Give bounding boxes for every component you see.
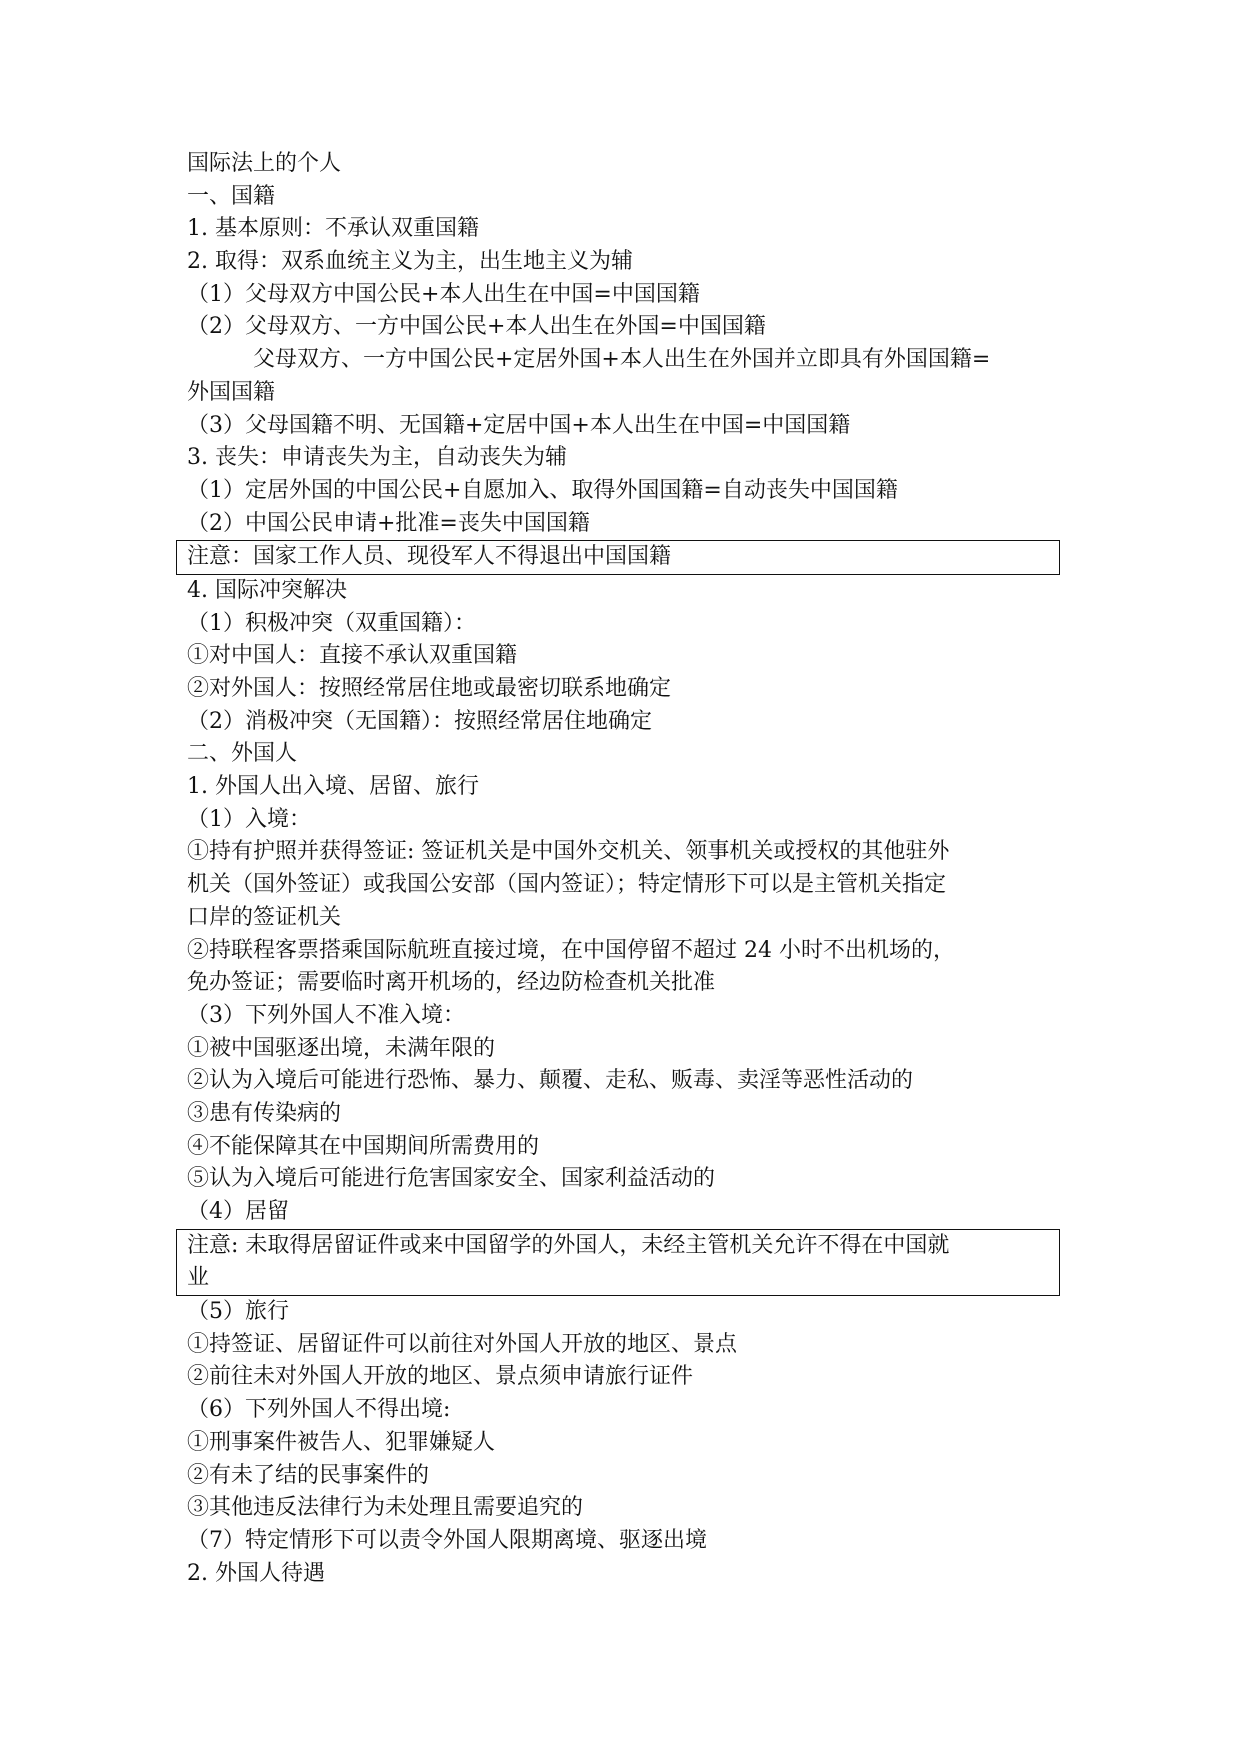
text-line: （3）下列外国人不准入境： <box>187 1002 465 1028</box>
text-line: 3. 丧失：申请丧失为主，自动丧失为辅 <box>187 445 567 471</box>
text-line: ②认为入境后可能进行恐怖、暴力、颠覆、走私、贩毒、卖淫等恶性活动的 <box>187 1068 914 1094</box>
text-line: （1）父母双方中国公民+本人出生在中国=中国国籍 <box>187 281 700 307</box>
text-line: 外国国籍 <box>187 379 276 405</box>
text-line: ①持签证、居留证件可以前往对外国人开放的地区、景点 <box>187 1331 738 1357</box>
note-box <box>176 1229 1060 1296</box>
text-line: （1）定居外国的中国公民+自愿加入、取得外国国籍=自动丧失中国国籍 <box>187 477 898 503</box>
section-heading-foreigners: 二、外国人 <box>187 741 298 767</box>
text-line: 4. 国际冲突解决 <box>187 577 347 603</box>
text-line: ①刑事案件被告人、犯罪嫌疑人 <box>187 1429 496 1455</box>
text-line: ④不能保障其在中国期间所需费用的 <box>187 1133 540 1159</box>
note-text: 业 <box>187 1265 210 1291</box>
text-line: 1. 外国人出入境、居留、旅行 <box>187 774 479 800</box>
text-line: ①被中国驱逐出境，未满年限的 <box>187 1035 496 1061</box>
text-line: ②对外国人：按照经常居住地或最密切联系地确定 <box>187 676 672 701</box>
text-line: ②有未了结的民事案件的 <box>187 1462 430 1488</box>
text-line: 2. 取得：双系血统主义为主，出生地主义为辅 <box>187 249 633 275</box>
text-line: （7）特定情形下可以责令外国人限期离境、驱逐出境 <box>187 1527 707 1553</box>
note-text: 注意: 未取得居留证件或来中国留学的外国人，未经主管机关允许不得在中国就 <box>187 1232 950 1258</box>
text-line: （2）中国公民申请+批准=丧失中国国籍 <box>187 510 590 536</box>
text-line: （2）消极冲突（无国籍）：按照经常居住地确定 <box>187 708 652 734</box>
document-body <box>187 148 1067 1590</box>
text-line: ②前往未对外国人开放的地区、景点须申请旅行证件 <box>187 1364 694 1390</box>
text-line: （2）父母双方、一方中国公民+本人出生在外国=中国国籍 <box>187 314 766 340</box>
text-line: 免办签证；需要临时离开机场的，经边防检查机关批准 <box>187 970 716 996</box>
text-line: （1）入境： <box>187 806 311 832</box>
text-line: 口岸的签证机关 <box>187 904 342 930</box>
text-line: （3）父母国籍不明、无国籍+定居中国+本人出生在中国=中国国籍 <box>187 412 851 438</box>
text-line: ①对中国人：直接不承认双重国籍 <box>187 643 518 669</box>
text-line: ③患有传染病的 <box>187 1100 342 1126</box>
text-line: （5）旅行 <box>187 1299 289 1325</box>
text-line: （6）下列外国人不得出境: <box>187 1397 451 1423</box>
text-line: ③其他违反法律行为未处理且需要追究的 <box>187 1495 584 1521</box>
text-line: 1. 基本原则：不承认双重国籍 <box>187 216 479 242</box>
note-box <box>176 540 1060 575</box>
text-line: （1）积极冲突（双重国籍）： <box>187 610 476 636</box>
text-line: （4）居留 <box>187 1199 289 1224</box>
text-line: ①持有护照并获得签证: 签证机关是中国外交机关、领事机关或授权的其他驻外 <box>187 839 950 865</box>
text-line: ⑤认为入境后可能进行危害国家安全、国家利益活动的 <box>187 1166 716 1192</box>
document-title: 国际法上的个人 <box>187 151 342 176</box>
text-line: 父母双方、一方中国公民+定居外国+本人出生在外国并立即具有外国国籍= <box>253 347 991 373</box>
note-text: 注意：国家工作人员、现役军人不得退出中国国籍 <box>187 544 672 570</box>
section-heading-nationality: 一、国籍 <box>187 183 276 209</box>
text-line: 机关（国外签证）或我国公安部（国内签证）；特定情形下可以是主管机关指定 <box>187 872 947 898</box>
text-line: 2. 外国人待遇 <box>187 1560 325 1586</box>
text-line: ②持联程客票搭乘国际航班直接过境，在中国停留不超过 24 小时不出机场的， <box>187 937 955 963</box>
